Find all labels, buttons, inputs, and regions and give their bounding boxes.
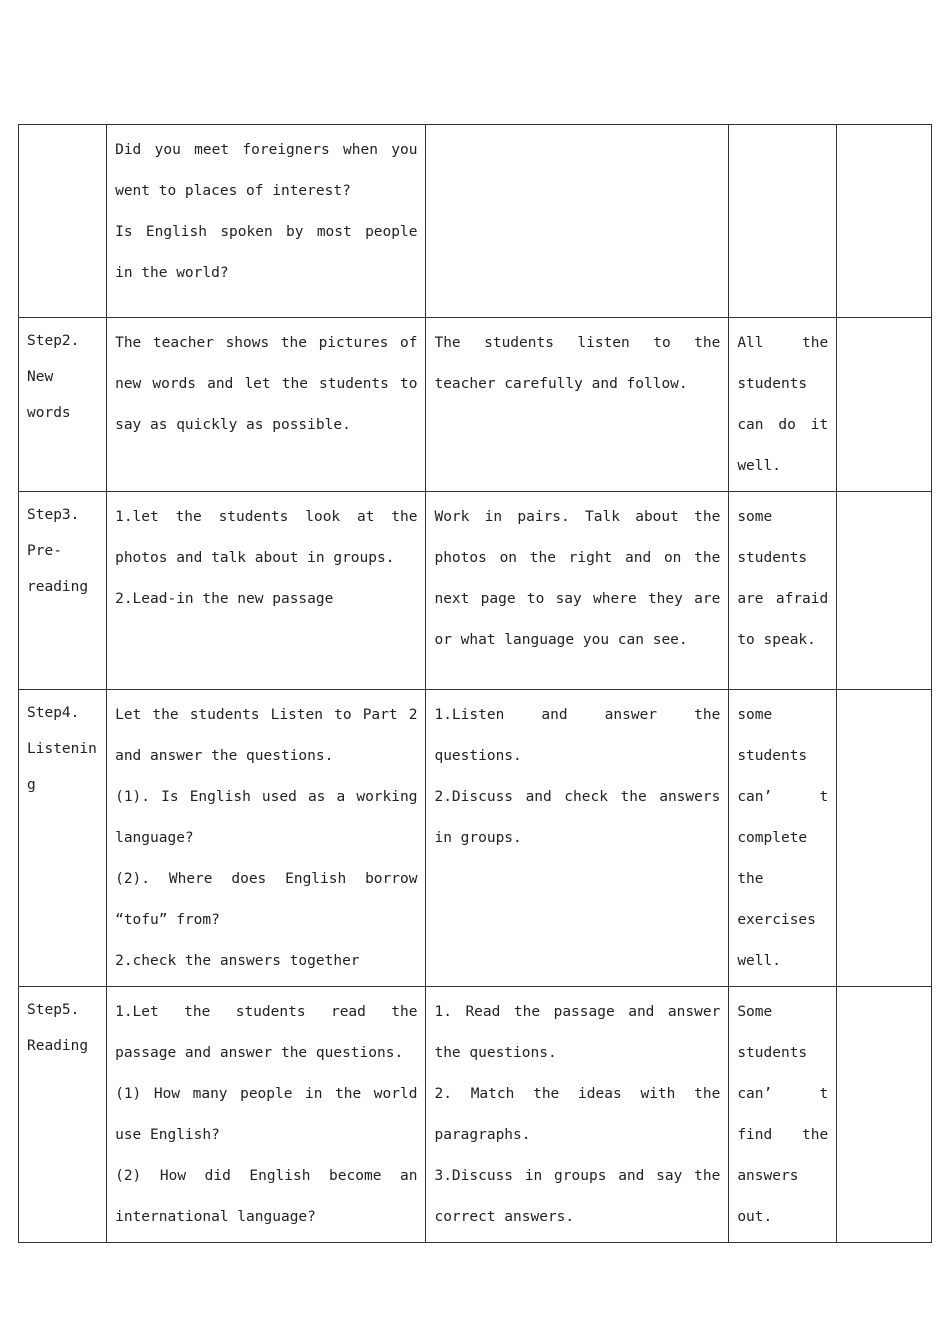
step-label: reading	[27, 579, 89, 595]
table-row	[19, 987, 932, 1243]
note-cell	[729, 690, 837, 987]
student-activity-text: 3.Discuss in groups and say the correct answers.	[434, 1168, 721, 1225]
extra-cell	[837, 492, 932, 690]
student-activity-text: 1. Read the passage and answer the questions.	[434, 1004, 721, 1061]
teacher-activity-text: 2.check the answers together	[115, 953, 360, 969]
teacher-activity-cell	[107, 125, 426, 318]
teacher-activity-text: Let the students Listen to Part 2 and answer the questions.	[115, 707, 418, 764]
student-activity-cell	[426, 987, 729, 1243]
teacher-activity-text: The teacher shows the pictures of new words and let the students to say as quickly as possible.	[115, 335, 418, 433]
step-label: Pre-	[27, 543, 62, 559]
step-label: Step2.	[27, 333, 80, 349]
step-label: New words	[27, 369, 71, 421]
student-activity-cell	[426, 492, 729, 690]
step-cell	[19, 492, 107, 690]
teacher-activity-text: (2) How did English become an international language?	[115, 1168, 418, 1225]
note-text: some students can’ t complete the exercises well.	[737, 707, 829, 969]
step-label: Reading	[27, 1038, 89, 1054]
extra-cell	[837, 125, 932, 318]
note-text: some students are afraid to speak.	[737, 509, 829, 648]
extra-cell	[837, 318, 932, 492]
note-text: All the students can do it well.	[737, 335, 829, 474]
note-cell	[729, 987, 837, 1243]
table-row	[19, 492, 932, 690]
teacher-activity-text: 1.let the students look at the photos and talk about in groups.	[115, 509, 418, 566]
student-activity-text: 1.Listen and answer the questions.	[434, 707, 721, 764]
note-cell	[729, 492, 837, 690]
note-text: Some students can’ t find the answers out.	[737, 1004, 829, 1225]
student-activity-text: Work in pairs. Talk about the photos on the right and on the next page to say where they are or what language you can see.	[434, 509, 721, 648]
table-row	[19, 318, 932, 492]
teacher-activity-cell	[107, 987, 426, 1243]
teacher-activity-text: (2). Where does English borrow “tofu” from?	[115, 871, 418, 928]
extra-cell	[837, 987, 932, 1243]
student-activity-cell	[426, 690, 729, 987]
student-activity-text: 2. Match the ideas with the paragraphs.	[434, 1086, 721, 1143]
teacher-activity-text: 1.Let the students read the passage and answer the questions.	[115, 1004, 418, 1061]
teacher-activity-cell	[107, 318, 426, 492]
teacher-activity-text: 2.Lead-in the new passage	[115, 591, 334, 607]
teacher-activity-cell	[107, 690, 426, 987]
step-label: Step4.	[27, 705, 80, 721]
student-activity-text: The students listen to the teacher carefully and follow.	[434, 335, 721, 392]
step-cell	[19, 318, 107, 492]
step-cell	[19, 690, 107, 987]
step-label: Listening	[27, 741, 97, 793]
table-row	[19, 125, 932, 318]
note-cell	[729, 125, 837, 318]
step-label: Step3.	[27, 507, 80, 523]
step-cell	[19, 987, 107, 1243]
teacher-activity-text: (1). Is English used as a working language?	[115, 789, 418, 846]
teacher-activity-text: Is English spoken by most people in the world?	[115, 224, 418, 281]
extra-cell	[837, 690, 932, 987]
student-activity-cell	[426, 125, 729, 318]
teacher-activity-cell	[107, 492, 426, 690]
teacher-activity-text: Did you meet foreigners when you went to places of interest?	[115, 142, 418, 199]
student-activity-cell	[426, 318, 729, 492]
student-activity-text: 2.Discuss and check the answers in groups.	[434, 789, 721, 846]
lesson-plan-table	[18, 124, 932, 1243]
table-row	[19, 690, 932, 987]
step-label: Step5.	[27, 1002, 80, 1018]
step-cell	[19, 125, 107, 318]
teacher-activity-text: (1) How many people in the world use English?	[115, 1086, 418, 1143]
note-cell	[729, 318, 837, 492]
